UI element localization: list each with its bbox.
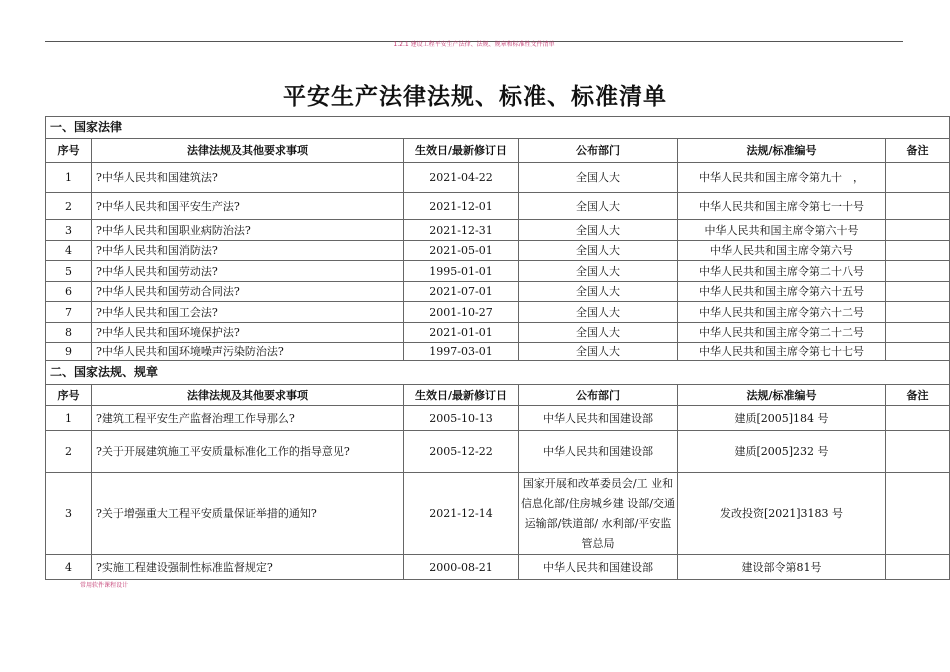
col-header-date: 生效日/最新修订日 [404,139,519,163]
row-name: ?中华人民共和国职业病防治法? [92,220,404,241]
row-note [886,302,950,323]
row-note [886,555,950,580]
row-dept: 全国人大 [519,241,678,261]
table-row [46,323,950,343]
row-code: 中华人民共和国主席令第六号 [678,241,886,261]
row-date: 2021-07-01 [404,282,519,302]
row-code: 建质[2005]184 号 [678,406,886,431]
table-row [46,163,950,193]
row-note [886,431,950,473]
row-code: 中华人民共和国主席令第七十七号 [678,343,886,361]
row-name: ?中华人民共和国工会法? [92,302,404,323]
row-date: 2001-10-27 [404,302,519,323]
column-header-row [46,139,950,163]
row-dept: 全国人大 [519,302,678,323]
col-header-name: 法律法规及其他要求事项 [92,139,404,163]
row-no: 4 [46,241,92,261]
row-date: 2021-12-01 [404,193,519,220]
row-dept: 国家开展和改革委员会/工 业和信息化部/住房城乡建 设部/交通运输部/铁道部/ 水利部/平安监管总局 [519,473,678,555]
row-code: 中华人民共和国主席令第九十 ， [678,163,886,193]
row-name: ?中华人民共和国劳动合同法? [92,282,404,302]
table-row [46,406,950,431]
row-dept: 中华人民共和国建设部 [519,406,678,431]
col-header-code: 法规/标准编号 [678,139,886,163]
row-name: ?关于增强重大工程平安质量保证举措的通知? [92,473,404,555]
col-header-code: 法规/标准编号 [678,385,886,406]
row-note [886,241,950,261]
col-header-date: 生效日/最新修订日 [404,385,519,406]
row-dept: 全国人大 [519,282,678,302]
row-dept: 全国人大 [519,343,678,361]
row-code: 中华人民共和国主席令第七一十号 [678,193,886,220]
row-name: ?实施工程建设强制性标准监督规定? [92,555,404,580]
col-header-name: 法律法规及其他要求事项 [92,385,404,406]
running-header: 1.2.1 建设工程平安生产法律、法规、规章和标准性文件清单 [393,41,555,48]
table-row [46,343,950,361]
column-header-row [46,385,950,406]
table-row [46,473,950,555]
col-header-dept: 公布部门 [519,139,678,163]
row-note [886,220,950,241]
row-name: ?中华人民共和国环境保护法? [92,323,404,343]
row-note [886,343,950,361]
row-date: 2021-12-31 [404,220,519,241]
page-footer: 常用软件课程设计 [80,582,129,589]
row-dept: 全国人大 [519,220,678,241]
row-dept: 全国人大 [519,261,678,282]
row-date: 1995-01-01 [404,261,519,282]
row-name: ?中华人民共和国环境噪声污染防治法? [92,343,404,361]
row-code: 中华人民共和国主席令第六十二号 [678,302,886,323]
row-note [886,323,950,343]
row-dept: 中华人民共和国建设部 [519,431,678,473]
col-header-no: 序号 [46,385,92,406]
row-dept: 中华人民共和国建设部 [519,555,678,580]
row-date: 1997-03-01 [404,343,519,361]
section-heading-laws: 一、国家法律 [46,117,950,139]
row-no: 2 [46,431,92,473]
row-date: 2021-01-01 [404,323,519,343]
table-row [46,261,950,282]
col-header-note: 备注 [886,139,950,163]
regulations-table [45,116,950,580]
table-row [46,555,950,580]
row-dept: 全国人大 [519,193,678,220]
row-date: 2021-05-01 [404,241,519,261]
row-note [886,163,950,193]
row-no: 3 [46,473,92,555]
col-header-note: 备注 [886,385,950,406]
row-no: 5 [46,261,92,282]
row-name: ?中华人民共和国劳动法? [92,261,404,282]
col-header-dept: 公布部门 [519,385,678,406]
row-date: 2000-08-21 [404,555,519,580]
table-row [46,302,950,323]
row-date: 2021-04-22 [404,163,519,193]
table-row [46,220,950,241]
row-code: 建设部令第81号 [678,555,886,580]
table-row [46,241,950,261]
row-note [886,261,950,282]
page-title: 平安生产法律法规、标准、标准清单 [283,84,667,110]
row-code: 中华人民共和国主席令第二十八号 [678,261,886,282]
table-row [46,431,950,473]
row-code: 建质[2005]232 号 [678,431,886,473]
row-no: 6 [46,282,92,302]
row-dept: 全国人大 [519,323,678,343]
row-note [886,406,950,431]
row-name: ?关于开展建筑施工平安质量标准化工作的指导意见? [92,431,404,473]
row-no: 7 [46,302,92,323]
row-note [886,282,950,302]
row-note [886,193,950,220]
row-name: ?建筑工程平安生产监督治理工作导那么? [92,406,404,431]
row-no: 8 [46,323,92,343]
row-date: 2021-12-14 [404,473,519,555]
row-code: 中华人民共和国主席令第六十五号 [678,282,886,302]
row-note [886,473,950,555]
table-row [46,193,950,220]
row-code: 发改投资[2021]3183 号 [678,473,886,555]
row-no: 4 [46,555,92,580]
row-no: 3 [46,220,92,241]
row-name: ?中华人民共和国平安生产法? [92,193,404,220]
col-header-no: 序号 [46,139,92,163]
row-dept: 全国人大 [519,163,678,193]
row-no: 1 [46,163,92,193]
row-name: ?中华人民共和国建筑法? [92,163,404,193]
table-row [46,282,950,302]
row-code: 中华人民共和国主席令第六十号 [678,220,886,241]
row-no: 2 [46,193,92,220]
row-no: 1 [46,406,92,431]
row-date: 2005-10-13 [404,406,519,431]
row-date: 2005-12-22 [404,431,519,473]
row-code: 中华人民共和国主席令第二十二号 [678,323,886,343]
section-heading-regulations: 二、国家法规、规章 [46,361,950,385]
row-name: ?中华人民共和国消防法? [92,241,404,261]
row-no: 9 [46,343,92,361]
